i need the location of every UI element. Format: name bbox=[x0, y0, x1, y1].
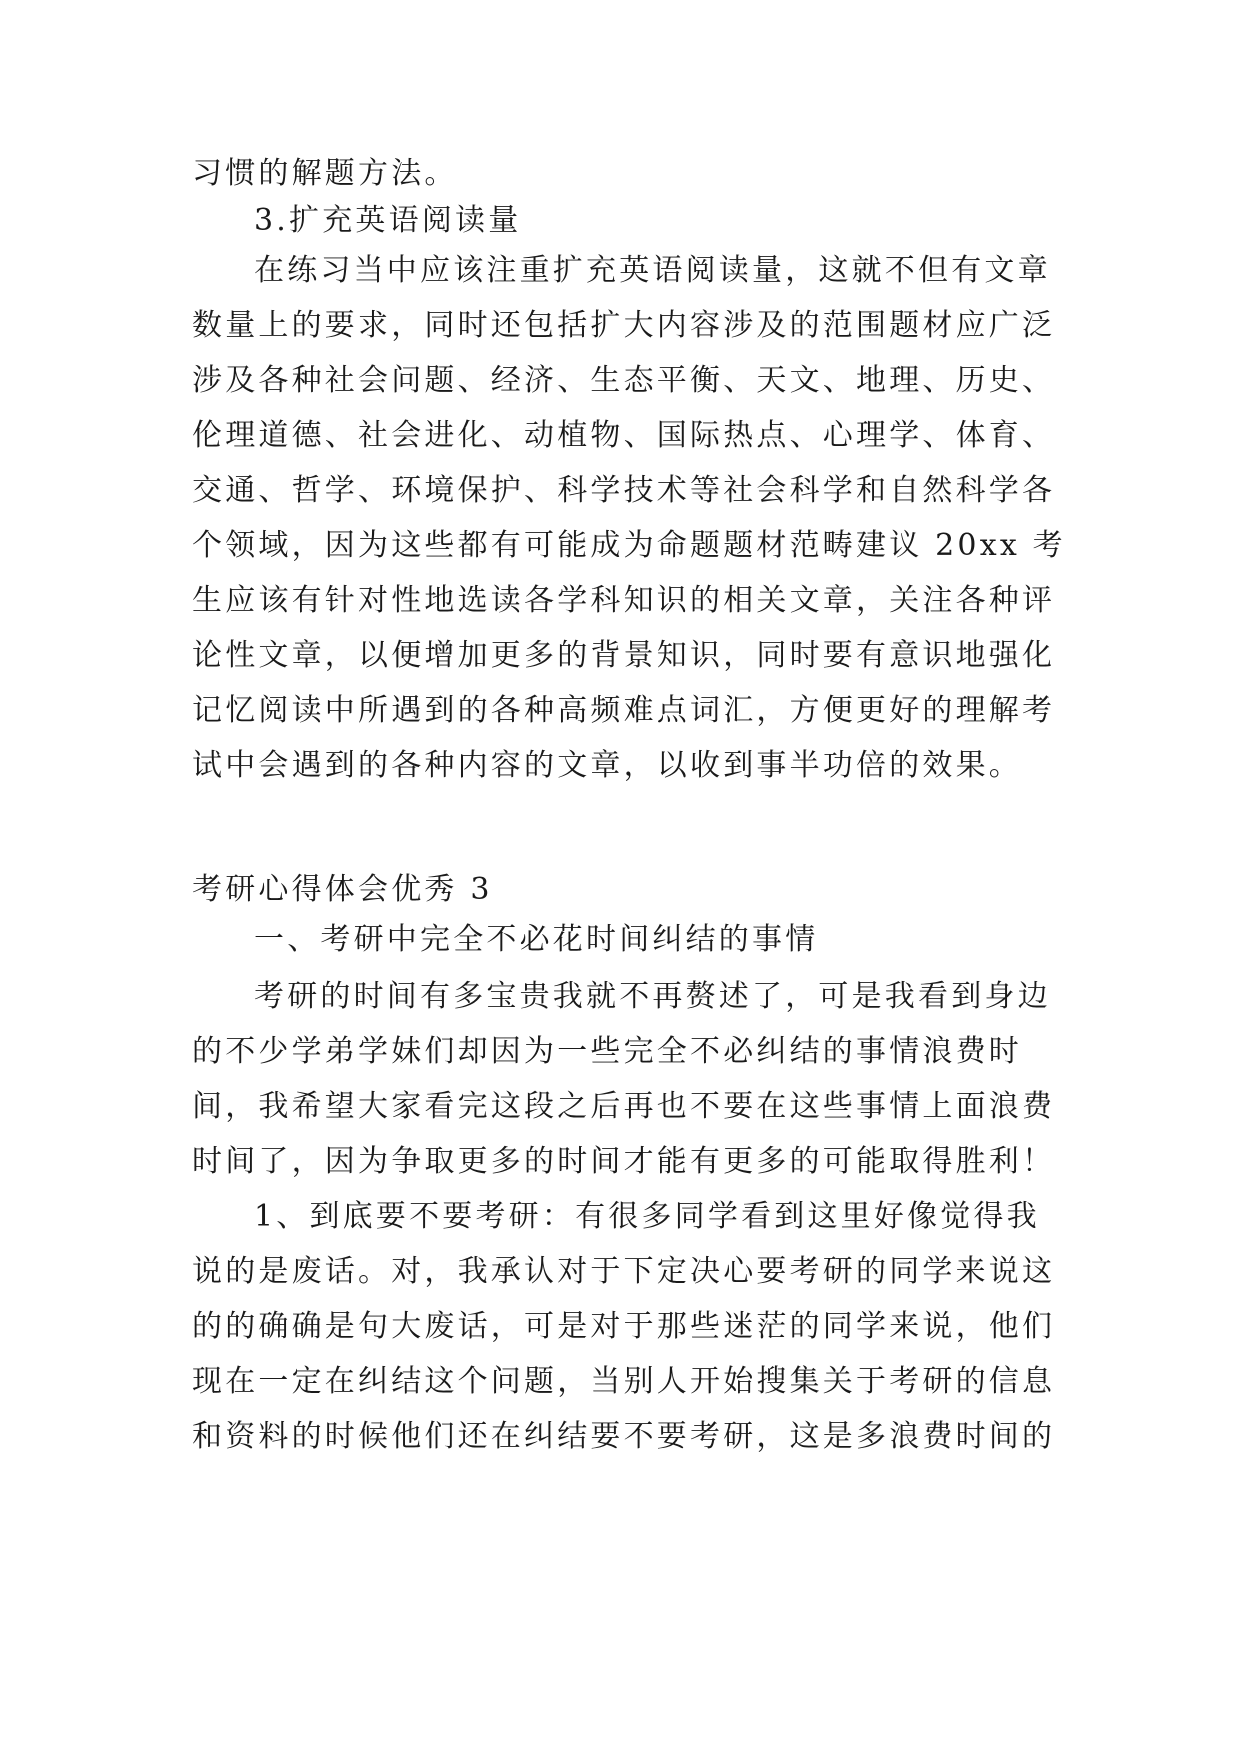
text-line: 间，我希望大家看完这段之后再也不要在这些事情上面浪费 bbox=[192, 1089, 1056, 1124]
section-heading: 一、考研中完全不必花时间纠结的事情 bbox=[254, 922, 819, 957]
text-line: 在练习当中应该注重扩充英语阅读量，这就不但有文章 bbox=[254, 253, 1051, 288]
text-line: 现在一定在纠结这个问题，当别人开始搜集关于考研的信息 bbox=[192, 1364, 1056, 1399]
text-line: 伦理道德、社会进化、动植物、国际热点、心理学、体育、 bbox=[192, 418, 1056, 453]
text-line: 说的是废话。对，我承认对于下定决心要考研的同学来说这 bbox=[192, 1254, 1056, 1289]
text-line: 涉及各种社会问题、经济、生态平衡、天文、地理、历史、 bbox=[192, 363, 1056, 398]
text-line: 个领域，因为这些都有可能成为命题题材范畴建议 20xx 考 bbox=[192, 528, 1066, 563]
text-line: 论性文章，以便增加更多的背景知识，同时要有意识地强化 bbox=[192, 638, 1056, 673]
text-line: 交通、哲学、环境保护、科学技术等社会科学和自然科学各 bbox=[192, 473, 1056, 508]
text-line: 的不少学弟学妹们却因为一些完全不必纠结的事情浪费时 bbox=[192, 1034, 1022, 1069]
section-heading: 3.扩充英语阅读量 bbox=[254, 203, 522, 238]
text-line: 数量上的要求，同时还包括扩大内容涉及的范围题材应广泛 bbox=[192, 308, 1056, 343]
text-line: 1、到底要不要考研：有很多同学看到这里好像觉得我 bbox=[254, 1199, 1040, 1234]
text-line: 生应该有针对性地选读各学科知识的相关文章，关注各种评 bbox=[192, 583, 1056, 618]
text-line: 考研的时间有多宝贵我就不再赘述了，可是我看到身边 bbox=[254, 979, 1051, 1014]
text-line: 时间了，因为争取更多的时间才能有更多的可能取得胜利！ bbox=[192, 1144, 1056, 1179]
text-line: 的的确确是句大废话，可是对于那些迷茫的同学来说，他们 bbox=[192, 1309, 1056, 1344]
document-title: 考研心得体会优秀 3 bbox=[192, 872, 493, 907]
text-line: 习惯的解题方法。 bbox=[192, 156, 458, 191]
text-line: 记忆阅读中所遇到的各种高频难点词汇，方便更好的理解考 bbox=[192, 693, 1056, 728]
text-line: 试中会遇到的各种内容的文章，以收到事半功倍的效果。 bbox=[192, 748, 1022, 783]
text-line: 和资料的时候他们还在纠结要不要考研，这是多浪费时间的 bbox=[192, 1419, 1056, 1454]
